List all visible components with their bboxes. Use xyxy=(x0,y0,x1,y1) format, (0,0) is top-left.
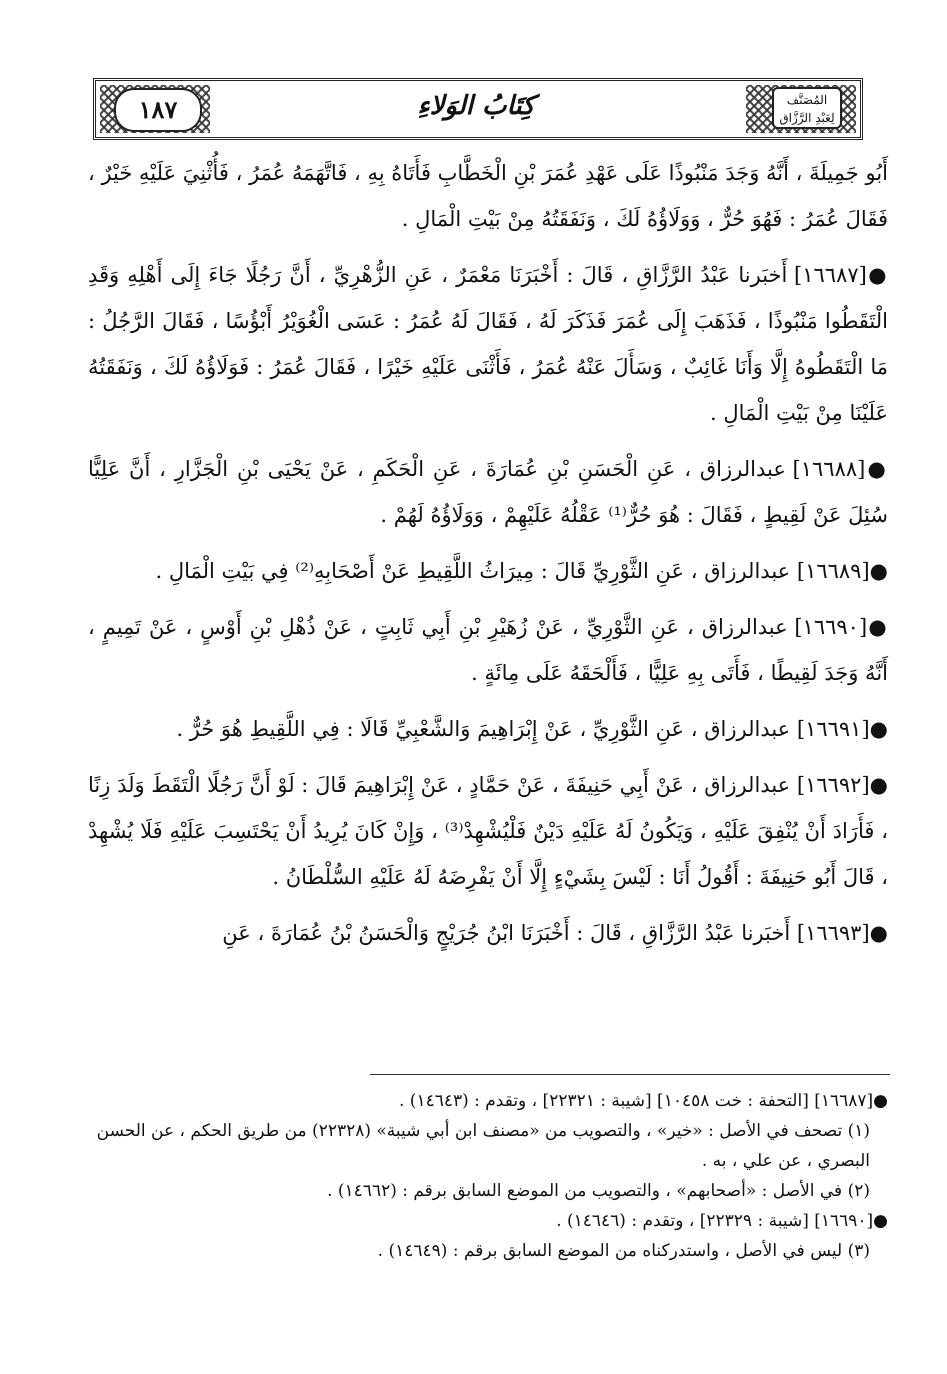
chapter-title: كِتَابُ الوَلاءِ xyxy=(417,91,535,121)
logo-line1: المُصَنَّف xyxy=(786,93,828,107)
footnote: (٣) ليس في الأصل ، واستدركناه من الموضع السابق برقم : (١٤٦٤٩) . xyxy=(377,1241,870,1261)
logo-line2: لِعَبْدِ الرَّزَّاق xyxy=(779,111,835,125)
paragraph: ●[١٦٦٨٨] عبدالرزاق ، عَنِ الْحَسَنِ بْنِ عُمَارَةَ ، عَنِ الْحَكَمِ ، عَنْ يَحْيَى بْنِ الْجَزَّارِ ، أَنَّ عَلِيًّا سُئِلَ عَنْ لَقِيطٍ ، فَقَالَ : هُوَ حُرٌّ⁽¹⁾ عَقْلُهُ عَلَيْهِمْ ، وَوَلَاؤُهُ لَهُمْ . xyxy=(88,457,888,527)
footnotes xyxy=(88,1086,888,1266)
paragraph: ●[١٦٦٨٩] عبدالرزاق ، عَنِ الثَّوْرِيِّ قَالَ : مِيرَاثُ اللَّقِيطِ عَنْ أَصْحَابِهِ⁽²⁾ فِي بَيْتِ الْمَالِ . xyxy=(155,559,888,583)
paragraph: ●[١٦٦٩٣] أَخبَرنا عَبْدُ الرَّزَّاقِ ، قَالَ : أَخْبَرَنَا ابْنُ جُرَيْجٍ وَالْحَسَنُ بْنُ عُمَارَةَ ، عَنِ xyxy=(222,921,888,945)
paragraph: ●[١٦٦٩٢] عبدالرزاق ، عَنْ أَبِي حَنِيفَةَ ، عَنْ حَمَّادٍ ، عَنْ إِبْرَاهِيمَ قَالَ : لَوْ أَنَّ رَجُلًا الْتَقَطَ وَلَدَ زِنًا ، فَأَرَادَ أَنْ يُنْفِقَ عَلَيْهِ ، وَيَكُونُ لَهُ عَلَيْهِ دَيْنٌ فَلْيُشْهِدْ⁽³⁾ ، وَإِنْ كَانَ يُرِيدُ أَنْ يَحْتَسِبَ عَلَيْهِ فَلَا يُشْهِدْ ، قَالَ أَبُو حَنِيفَةَ : أَقُولُ أَنَا : لَيْسَ بِشَيْءٍ إِلَّا أَنْ يَفْرِضَهُ لَهُ عَلَيْهِ السُّلْطَانُ . xyxy=(88,773,888,889)
footnote: ●[١٦٦٨٧] [التحفة : خت ١٠٤٥٨] [شيبة : ٢٢٣٢١] ، وتقدم : (١٤٦٤٣) . xyxy=(399,1091,888,1111)
footnote: ●[١٦٦٩٠] [شيبة : ٢٢٣٢٩] ، وتقدم : (١٤٦٤٦) . xyxy=(556,1211,888,1231)
paragraph: ●[١٦٦٩١] عبدالرزاق ، عَنِ الثَّوْرِيِّ ، عَنْ إِبْرَاهِيمَ وَالشَّعْبِيِّ قَالَا : فِي اللَّقِيطِ هُوَ حُرٌّ . xyxy=(176,717,888,741)
book-logo xyxy=(772,87,842,129)
paragraph: ●[١٦٦٩٠] عبدالرزاق ، عَنِ الثَّوْرِيِّ ، عَنْ زُهَيْرِ بْنِ أَبِي ثَابِتٍ ، عَنْ ذُهْلِ بْنِ أَوْسٍ ، عَنْ تَمِيمٍ ، أَنَّهُ وَجَدَ لَقِيطًا ، فَأَتَى بِهِ عَلِيًّا ، فَأَلْحَقَهُ عَلَى مِائَةٍ . xyxy=(88,615,888,685)
footnote-divider xyxy=(370,1074,890,1075)
footnote: (١) تصحف في الأصل : «خير» ، والتصويب من «مصنف ابن أبي شيبة» (٢٢٣٢٨) من طريق الحكم ، عن الحسن البصري ، عن علي ، به . xyxy=(96,1121,870,1171)
paragraph: ●[١٦٦٨٧] أَخبَرنا عَبْدُ الرَّزَّاقِ ، قَالَ : أَخْبَرَنَا مَعْمَرٌ ، عَنِ الزُّهْرِيِّ ، أَنَّ رَجُلًا جَاءَ إِلَى أَهْلِهِ وَقَدِ الْتَقَطُوا مَنْبُوذًا ، فَذَهَبَ إِلَى عُمَرَ فَذَكَرَ لَهُ ، فَقَالَ لَهُ عُمَرُ : عَسَى الْغُوَيْرُ أَبْؤُسًا ، فَقَالَ الرَّجُلُ : مَا الْتَقَطُوهُ إِلَّا وَأَنَا غَائِبٌ ، وَسَأَلَ عَنْهُ عُمَرُ ، فَأَثْنَى عَلَيْهِ خَيْرًا ، فَقَالَ عُمَرُ : فَوَلَاؤُهُ لَكَ ، وَنَفَقَتُهُ عَلَيْنَا مِنْ بَيْتِ الْمَالِ . xyxy=(88,263,888,425)
footnote: (٢) في الأصل : «أصحابهم» ، والتصويب من الموضع السابق برقم : (١٤٦٦٢) . xyxy=(327,1181,870,1201)
main-text xyxy=(88,150,888,966)
paragraph: أَبُو جَمِيلَةَ ، أَنَّهُ وَجَدَ مَنْبُوذًا عَلَى عَهْدِ عُمَرَ بْنِ الْخَطَّابِ فَأَتَاهُ بِهِ ، فَاتَّهَمَهُ عُمَرُ ، فَأُثْنِيَ عَلَيْهِ خَيْرٌ ، فَقَالَ عُمَرُ : فَهُوَ حُرٌّ ، وَوَلَاؤُهُ لَكَ ، وَنَفَقَتُهُ مِنْ بَيْتِ الْمَالِ . xyxy=(88,161,888,231)
page-number: ١٨٧ xyxy=(114,88,202,132)
page-header xyxy=(93,78,863,140)
